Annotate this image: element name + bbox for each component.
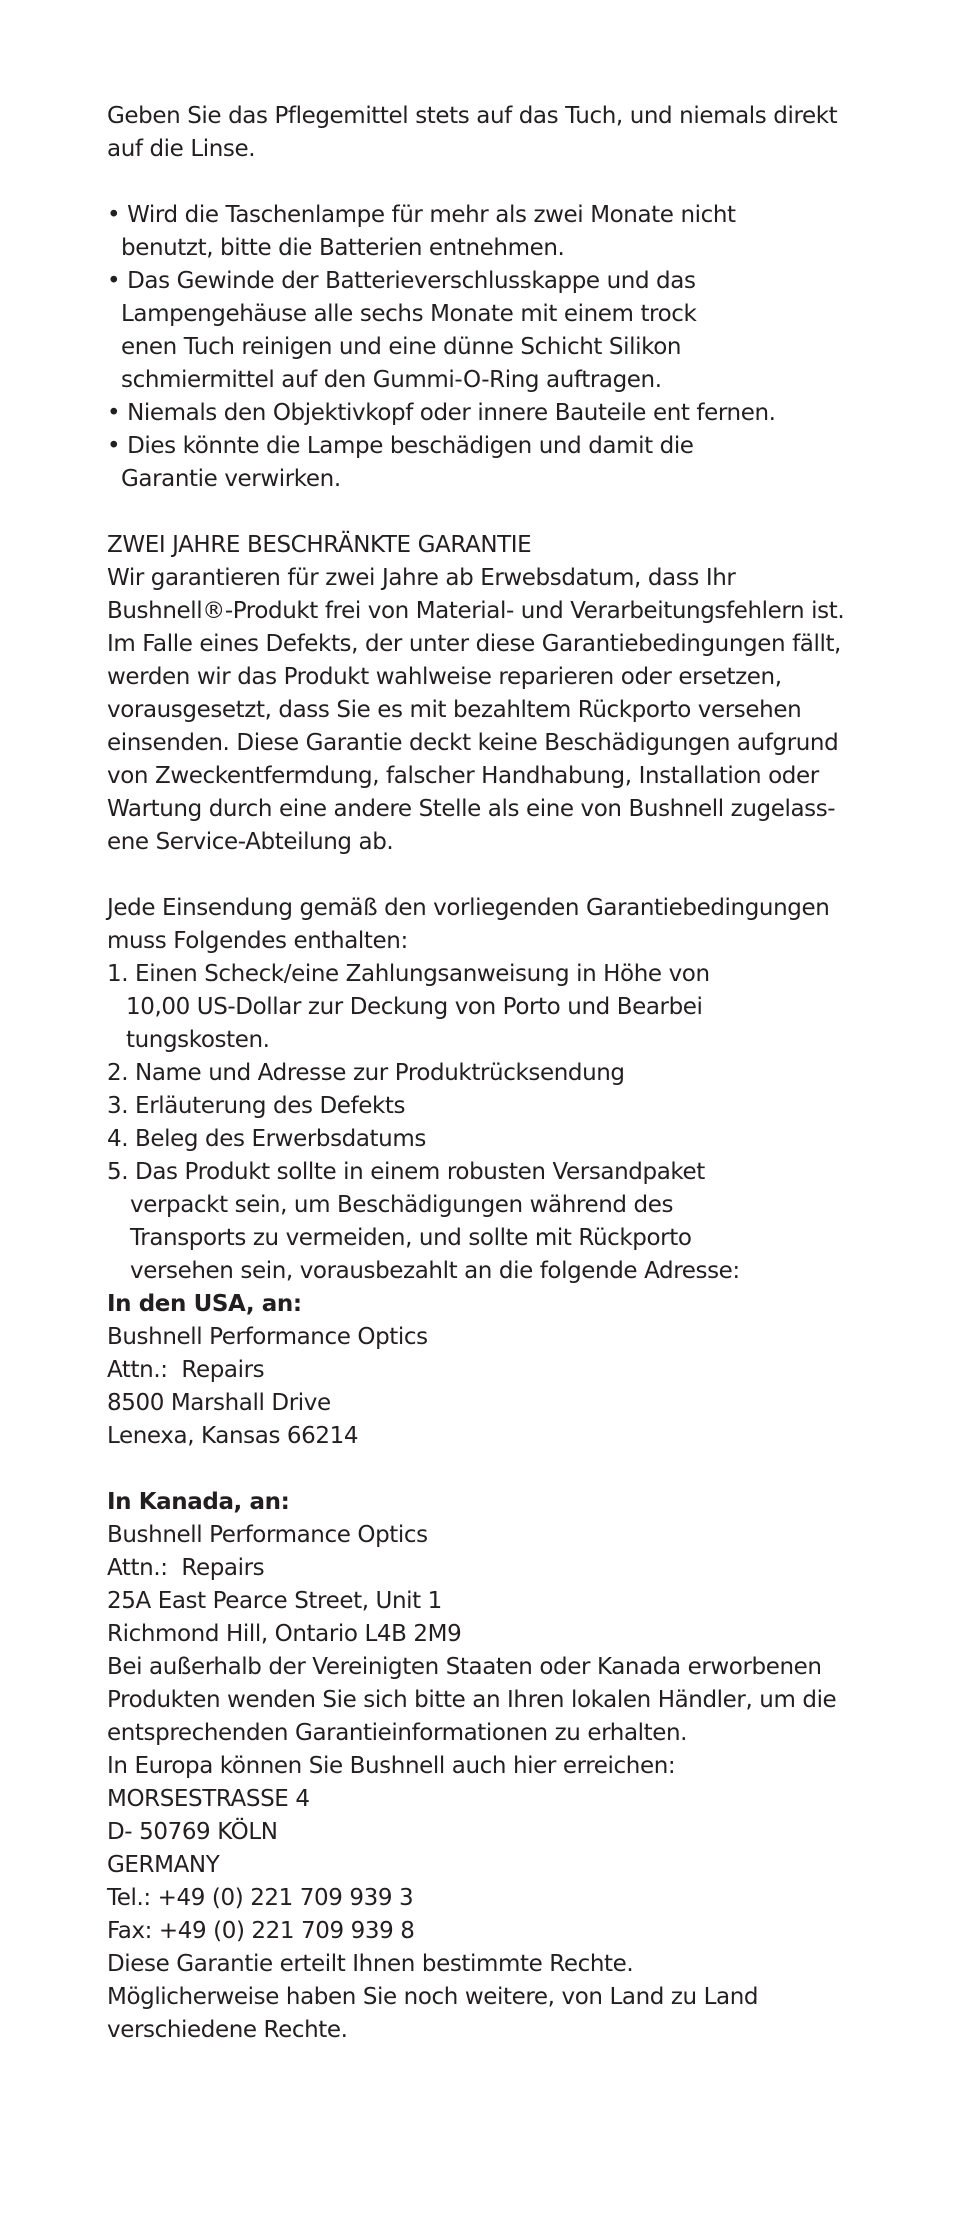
spacer [107, 166, 907, 199]
europe-address-line: MORSESTRASSE 4 [107, 1786, 310, 1812]
address-line: Lenexa, Kansas 66214 [107, 1423, 359, 1449]
submission-item-line: Transports zu vermeiden, und sollte mit Rückporto [130, 1225, 692, 1251]
warranty-line: Im Falle eines Defekts, der unter diese Garantiebedingungen fällt, [107, 631, 841, 657]
bullet-line: • Dies könnte die Lampe beschädigen und damit die [107, 433, 694, 459]
address-line: 8500 Marshall Drive [107, 1390, 331, 1416]
warranty-line: einsenden. Diese Garantie deckt keine Beschädigungen aufgrund [107, 730, 839, 756]
care-intro-line: auf die Linse. [107, 136, 256, 162]
europe-address-line: GERMANY [107, 1852, 220, 1878]
fax-number: Fax: +49 (0) 221 709 939 8 [107, 1918, 415, 1944]
canada-address-label: In Kanada, an: [107, 1489, 290, 1515]
submission-intro-line: Jede Einsendung gemäß den vorliegenden Garantiebedingungen [107, 895, 830, 921]
submission-intro-line: muss Folgendes enthalten: [107, 928, 408, 954]
bullet-line: Lampengehäuse alle sechs Monate mit einem trock [121, 301, 697, 327]
info-line: Bei außerhalb der Vereinigten Staaten oder Kanada erworbenen [107, 1654, 822, 1680]
submission-item-line: 1. Einen Scheck/eine Zahlungsanweisung in Höhe von [107, 961, 710, 987]
submission-item-line: 10,00 US-Dollar zur Deckung von Porto und Bearbei [126, 994, 703, 1020]
info-line: Produkten wenden Sie sich bitte an Ihren lokalen Händler, um die [107, 1687, 837, 1713]
warranty-section [107, 529, 907, 859]
submission-item-line: 3. Erläuterung des Defekts [107, 1093, 406, 1119]
bullet-line: • Das Gewinde der Batterieverschlusskappe und das [107, 268, 696, 294]
phone-number: Tel.: +49 (0) 221 709 939 3 [107, 1885, 414, 1911]
care-bullet-list [107, 199, 907, 496]
bullet-line: • Wird die Taschenlampe für mehr als zwei Monate nicht [107, 202, 736, 228]
warranty-line: von Zweckentfermdung, falscher Handhabung, Installation oder [107, 763, 819, 789]
info-line: entsprechenden Garantieinformationen zu erhalten. [107, 1720, 688, 1746]
usa-address [107, 1288, 907, 1453]
spacer [107, 859, 907, 892]
warranty-line: Wir garantieren für zwei Jahre ab Erwebsdatum, dass Ihr [107, 565, 736, 591]
canada-address [107, 1486, 907, 2047]
warranty-line: Bushnell®-Produkt frei von Material- und Verarbeitungsfehlern ist. [107, 598, 845, 624]
address-line: Bushnell Performance Optics [107, 1522, 428, 1548]
submission-item-line: 2. Name und Adresse zur Produktrücksendung [107, 1060, 625, 1086]
bullet-line: benutzt, bitte die Batterien entnehmen. [121, 235, 565, 261]
submission-item-line: tungskosten. [126, 1027, 270, 1053]
document-page [107, 100, 907, 2047]
info-line: In Europa können Sie Bushnell auch hier erreichen: [107, 1753, 676, 1779]
bullet-line: enen Tuch reinigen und eine dünne Schicht Silikon [121, 334, 682, 360]
submission-item-line: 4. Beleg des Erwerbsdatums [107, 1126, 426, 1152]
rights-line: Diese Garantie erteilt Ihnen bestimmte Rechte. [107, 1951, 634, 1977]
bullet-line: • Niemals den Objektivkopf oder innere Bauteile ent fernen. [107, 400, 776, 426]
warranty-line: vorausgesetzt, dass Sie es mit bezahltem Rückporto versehen [107, 697, 802, 723]
spacer [107, 496, 907, 529]
bullet-line: Garantie verwirken. [121, 466, 341, 492]
address-line: Attn.: Repairs [107, 1555, 265, 1581]
address-line: Attn.: Repairs [107, 1357, 265, 1383]
care-intro-line: Geben Sie das Pflegemittel stets auf das Tuch, und niemals direkt [107, 103, 838, 129]
warranty-heading: ZWEI JAHRE BESCHRÄNKTE GARANTIE [107, 532, 532, 558]
care-intro [107, 100, 907, 166]
warranty-line: Wartung durch eine andere Stelle als eine von Bushnell zugelass- [107, 796, 836, 822]
spacer [107, 1453, 907, 1486]
address-line: Richmond Hill, Ontario L4B 2M9 [107, 1621, 462, 1647]
warranty-line: ene Service-Abteilung ab. [107, 829, 394, 855]
submission-item-line: verpackt sein, um Beschädigungen während des [130, 1192, 674, 1218]
warranty-line: werden wir das Produkt wahlweise reparieren oder ersetzen, [107, 664, 782, 690]
address-line: 25A East Pearce Street, Unit 1 [107, 1588, 442, 1614]
usa-address-label: In den USA, an: [107, 1291, 302, 1317]
bullet-line: schmiermittel auf den Gummi-O-Ring auftragen. [121, 367, 662, 393]
rights-line: verschiedene Rechte. [107, 2017, 348, 2043]
submission-item-line: 5. Das Produkt sollte in einem robusten Versandpaket [107, 1159, 705, 1185]
europe-address-line: D- 50769 KÖLN [107, 1819, 278, 1845]
submission-section [107, 892, 907, 1288]
submission-item-line: versehen sein, vorausbezahlt an die folgende Adresse: [130, 1258, 740, 1284]
address-line: Bushnell Performance Optics [107, 1324, 428, 1350]
rights-line: Möglicherweise haben Sie noch weitere, von Land zu Land [107, 1984, 759, 2010]
